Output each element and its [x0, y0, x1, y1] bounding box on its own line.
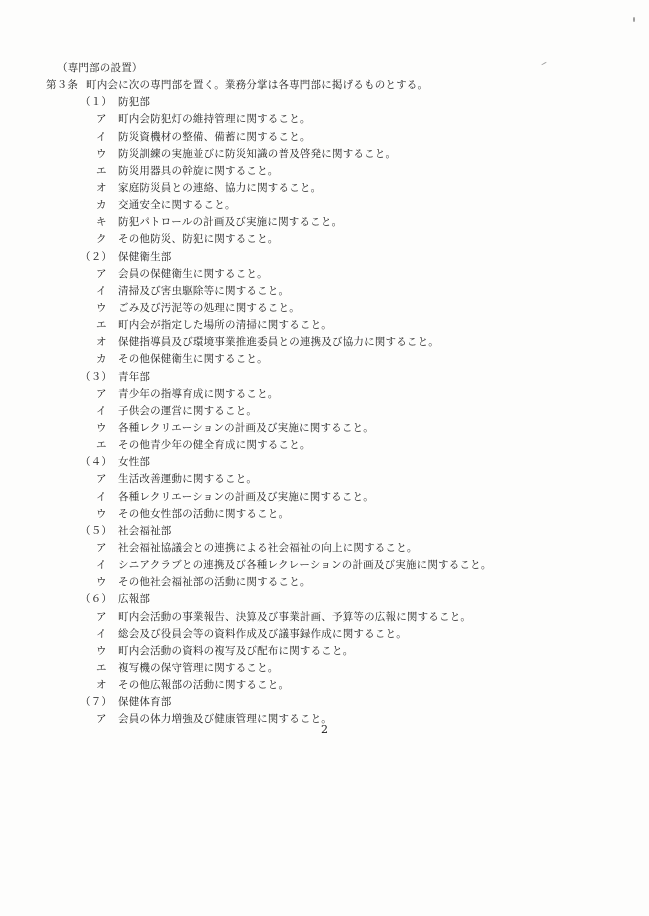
- duty-item-text: 複写機の保守管理に関すること。: [118, 661, 279, 674]
- duty-item-mark: イ: [96, 627, 107, 640]
- department-title: 青年部: [118, 370, 151, 383]
- department-heading: [0, 94, 649, 111]
- duty-item-text: 町内会活動の事業報告、決算及び事業計画、予算等の広報に関すること。: [118, 610, 472, 623]
- department-number: （１）: [80, 96, 113, 109]
- duty-item-mark: ウ: [96, 507, 107, 520]
- department-heading: [0, 369, 649, 386]
- duty-item: [0, 334, 649, 351]
- duty-item: [0, 437, 649, 454]
- duty-item-text: 生活改善運動に関すること。: [118, 473, 258, 486]
- duty-item: [0, 506, 649, 523]
- duty-item-text: 町内会防犯灯の維持管理に関すること。: [118, 113, 311, 126]
- article-line: [0, 77, 649, 94]
- duty-item-mark: エ: [96, 661, 107, 674]
- duty-item: [0, 111, 649, 128]
- department-heading: [0, 454, 649, 471]
- duty-item: [0, 643, 649, 660]
- duty-item: [0, 489, 649, 506]
- duty-item: [0, 300, 649, 317]
- duty-item-mark: ア: [96, 610, 107, 623]
- duty-item: [0, 403, 649, 420]
- department-title: 保健体育部: [118, 696, 172, 709]
- duty-item-mark: ウ: [96, 147, 107, 160]
- duty-item: [0, 574, 649, 591]
- section-heading: （専門部の設置）: [57, 62, 143, 74]
- duty-item-mark: イ: [96, 559, 107, 572]
- department-title: 女性部: [118, 456, 151, 469]
- duty-item-mark: カ: [96, 353, 107, 366]
- duty-item: [0, 317, 649, 334]
- department-number: （２）: [80, 250, 113, 263]
- duty-item-text: その他女性部の活動に関すること。: [118, 507, 290, 520]
- duty-item-text: 交通安全に関すること。: [118, 199, 236, 212]
- department-title: 保健衛生部: [118, 250, 172, 263]
- duty-item-text: ごみ及び汚泥等の処理に関すること。: [118, 301, 300, 314]
- department-heading: [0, 249, 649, 266]
- duty-item: [0, 163, 649, 180]
- duty-item-mark: ア: [96, 267, 107, 280]
- duty-item-mark: エ: [96, 439, 107, 452]
- department-title: 広報部: [118, 593, 151, 606]
- duty-item-text: 各種レクリエーションの計画及び実施に関すること。: [118, 421, 374, 434]
- duty-item-mark: カ: [96, 199, 107, 212]
- department-title: 社会福祉部: [118, 524, 172, 537]
- duty-item: [0, 471, 649, 488]
- duty-item: [0, 540, 649, 557]
- duty-item: [0, 146, 649, 163]
- department-number: （７）: [80, 696, 113, 709]
- duty-item-text: 総会及び役員会等の資料作成及び議事録作成に関すること。: [118, 627, 407, 640]
- duty-item-text: 会員の保健衛生に関すること。: [118, 267, 268, 280]
- department-heading: [0, 523, 649, 540]
- duty-item-text: その他広報部の活動に関すること。: [118, 679, 290, 692]
- article-text: 町内会に次の専門部を置く。業務分掌は各専門部に掲げるものとする。: [86, 79, 429, 92]
- duty-item: [0, 214, 649, 231]
- duty-item-mark: オ: [96, 181, 107, 194]
- duty-item-mark: エ: [96, 319, 107, 332]
- duty-item: [0, 197, 649, 214]
- duty-item-mark: ウ: [96, 301, 107, 314]
- department-number: （６）: [80, 593, 113, 606]
- duty-item-mark: ア: [96, 541, 107, 554]
- duty-item-mark: ア: [96, 713, 107, 726]
- duty-item-mark: エ: [96, 164, 107, 177]
- duty-item-mark: ア: [96, 387, 107, 400]
- duty-item-mark: オ: [96, 336, 107, 349]
- duty-item-mark: オ: [96, 679, 107, 692]
- duty-item-mark: ウ: [96, 421, 107, 434]
- duty-item: [0, 420, 649, 437]
- duty-item-text: 防災用器具の幹旋に関すること。: [118, 164, 279, 177]
- department-title: 防犯部: [118, 96, 151, 109]
- duty-item-text: 家庭防災員との連絡、協力に関すること。: [118, 181, 322, 194]
- scan-speck: [633, 17, 635, 22]
- duty-item: [0, 677, 649, 694]
- duty-item-text: その他防災、防犯に関すること。: [118, 233, 279, 246]
- duty-item-mark: イ: [96, 284, 107, 297]
- duty-item: [0, 180, 649, 197]
- department-number: （３）: [80, 370, 113, 383]
- duty-item-mark: ア: [96, 473, 107, 486]
- duty-item-text: 防災資機材の整備、備蓄に関すること。: [118, 130, 311, 143]
- duty-item-mark: イ: [96, 130, 107, 143]
- duty-item-mark: キ: [96, 216, 107, 229]
- duty-item: [0, 386, 649, 403]
- duty-item: [0, 283, 649, 300]
- department-list: [0, 94, 649, 728]
- duty-item-text: 防犯パトロールの計画及び実施に関すること。: [118, 216, 343, 229]
- duty-item: [0, 266, 649, 283]
- duty-item: [0, 609, 649, 626]
- duty-item-text: その他青少年の健全育成に関すること。: [118, 439, 311, 452]
- duty-item-mark: イ: [96, 404, 107, 417]
- duty-item: [0, 231, 649, 248]
- duty-item-mark: ウ: [96, 576, 107, 589]
- document-body: [0, 60, 649, 728]
- duty-item: [0, 557, 649, 574]
- duty-item-text: 保健指導員及び環境事業推進委員との連携及び協力に関すること。: [118, 336, 439, 349]
- duty-item-text: その他社会福祉部の活動に関すること。: [118, 576, 311, 589]
- duty-item-text: 子供会の運営に関すること。: [118, 404, 258, 417]
- duty-item-text: 清掃及び害虫駆除等に関すること。: [118, 284, 290, 297]
- duty-item: [0, 660, 649, 677]
- department-number: （４）: [80, 456, 113, 469]
- duty-item: [0, 626, 649, 643]
- department-number: （５）: [80, 524, 113, 537]
- duty-item-text: 青少年の指導育成に関すること。: [118, 387, 279, 400]
- page-number: 2: [321, 723, 328, 736]
- duty-item-text: 町内会が指定した場所の清掃に関すること。: [118, 319, 332, 332]
- article-number: 第３条: [46, 79, 79, 92]
- duty-item-mark: イ: [96, 490, 107, 503]
- duty-item: [0, 351, 649, 368]
- duty-item-text: 防災訓練の実施並びに防災知識の普及啓発に関すること。: [118, 147, 397, 160]
- duty-item-text: 各種レクリエーションの計画及び実施に関すること。: [118, 490, 374, 503]
- duty-item-text: 町内会活動の資料の複写及び配布に関すること。: [118, 644, 354, 657]
- duty-item-text: 社会福祉協議会との連携による社会福祉の向上に関すること。: [118, 541, 418, 554]
- duty-item-text: 会員の体力増強及び健康管理に関すること。: [118, 713, 332, 726]
- department-heading: [0, 591, 649, 608]
- duty-item-mark: ア: [96, 113, 107, 126]
- duty-item: [0, 129, 649, 146]
- duty-item-text: その他保健衛生に関すること。: [118, 353, 268, 366]
- department-heading: [0, 694, 649, 711]
- duty-item-mark: ウ: [96, 644, 107, 657]
- duty-item-text: シニアクラブとの連携及び各種レクレーションの計画及び実施に関すること。: [118, 559, 492, 572]
- duty-item-mark: ク: [96, 233, 107, 246]
